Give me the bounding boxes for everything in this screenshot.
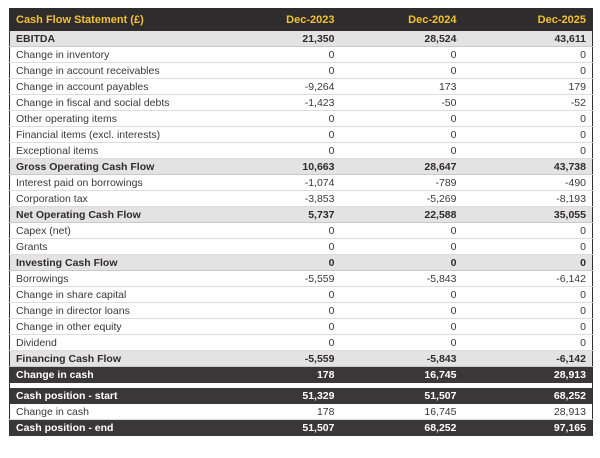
row-value: 0	[341, 47, 463, 63]
row-value: 68,252	[341, 420, 463, 436]
row-label: Corporation tax	[10, 191, 226, 207]
row-value: 0	[226, 303, 341, 319]
row-value: 21,350	[226, 31, 341, 47]
row-value: -1,074	[226, 175, 341, 191]
row-value: 0	[341, 335, 463, 351]
row-value: 43,611	[463, 31, 593, 47]
row-value: 0	[341, 223, 463, 239]
row-value: -6,142	[463, 351, 593, 367]
row-label: Other operating items	[10, 111, 226, 127]
column-header-dec-2025: Dec-2025	[463, 8, 593, 31]
table-row	[10, 404, 593, 420]
row-value: 0	[226, 255, 341, 271]
row-value: 0	[463, 319, 593, 335]
row-label: Net Operating Cash Flow	[10, 207, 226, 223]
row-value: 0	[463, 239, 593, 255]
row-value: 28,913	[463, 367, 593, 383]
row-value: 0	[463, 223, 593, 239]
table-row	[10, 127, 593, 143]
row-value: 0	[226, 287, 341, 303]
table-row	[10, 303, 593, 319]
row-value: 0	[463, 287, 593, 303]
row-value: -5,843	[341, 351, 463, 367]
row-value: 10,663	[226, 159, 341, 175]
row-value: 0	[341, 143, 463, 159]
row-value: -5,559	[226, 271, 341, 287]
table-row	[10, 111, 593, 127]
row-label: Change in other equity	[10, 319, 226, 335]
row-value: 0	[341, 239, 463, 255]
row-value: -6,142	[463, 271, 593, 287]
row-value: 178	[226, 367, 341, 383]
row-label: Change in share capital	[10, 287, 226, 303]
row-label: Change in account receivables	[10, 63, 226, 79]
row-value: 28,524	[341, 31, 463, 47]
row-label: Change in cash	[10, 404, 226, 420]
row-value: 0	[463, 143, 593, 159]
row-value: 0	[341, 127, 463, 143]
row-value: 0	[463, 303, 593, 319]
row-value: -5,843	[341, 271, 463, 287]
row-value: -1,423	[226, 95, 341, 111]
row-value: 5,737	[226, 207, 341, 223]
row-value: 0	[341, 63, 463, 79]
row-value: -9,264	[226, 79, 341, 95]
row-value: 51,507	[226, 420, 341, 436]
row-label: Change in director loans	[10, 303, 226, 319]
row-value: 178	[226, 404, 341, 420]
table-row	[10, 143, 593, 159]
table-row	[10, 63, 593, 79]
row-value: 0	[463, 127, 593, 143]
table-row	[10, 255, 593, 271]
table-title: Cash Flow Statement (£)	[10, 8, 226, 31]
column-header-dec-2024: Dec-2024	[341, 8, 463, 31]
row-value: 0	[463, 335, 593, 351]
table-row	[10, 420, 593, 436]
table-row	[10, 351, 593, 367]
row-value: -50	[341, 95, 463, 111]
table-row	[10, 207, 593, 223]
row-value: -3,853	[226, 191, 341, 207]
row-label: Gross Operating Cash Flow	[10, 159, 226, 175]
row-value: 68,252	[463, 388, 593, 404]
row-value: 0	[226, 223, 341, 239]
table-row	[10, 287, 593, 303]
row-value: 179	[463, 79, 593, 95]
row-value: 0	[463, 63, 593, 79]
table-row	[10, 159, 593, 175]
row-label: Change in cash	[10, 367, 226, 383]
row-label: Investing Cash Flow	[10, 255, 226, 271]
row-value: 0	[226, 63, 341, 79]
row-value: 51,507	[341, 388, 463, 404]
row-value: 28,913	[463, 404, 593, 420]
row-value: 0	[341, 255, 463, 271]
row-label: Interest paid on borrowings	[10, 175, 226, 191]
row-label: Cash position - start	[10, 388, 226, 404]
row-label: Financial items (excl. interests)	[10, 127, 226, 143]
row-label: Change in account payables	[10, 79, 226, 95]
table-row	[10, 388, 593, 404]
row-value: 16,745	[341, 404, 463, 420]
row-value: 0	[341, 111, 463, 127]
row-label: Financing Cash Flow	[10, 351, 226, 367]
row-value: 0	[226, 239, 341, 255]
cash-flow-statement-table	[9, 8, 593, 436]
table-row	[10, 95, 593, 111]
table-row	[10, 47, 593, 63]
row-value: 0	[463, 255, 593, 271]
row-value: -8,193	[463, 191, 593, 207]
row-value: 173	[341, 79, 463, 95]
row-value: 28,647	[341, 159, 463, 175]
row-value: 43,738	[463, 159, 593, 175]
row-label: Change in inventory	[10, 47, 226, 63]
table-row	[10, 239, 593, 255]
row-value: 51,329	[226, 388, 341, 404]
table-row	[10, 271, 593, 287]
row-value: -5,559	[226, 351, 341, 367]
row-value: 0	[226, 335, 341, 351]
row-value: 0	[226, 127, 341, 143]
row-value: 0	[226, 47, 341, 63]
row-value: 22,588	[341, 207, 463, 223]
table-row	[10, 31, 593, 47]
row-value: -490	[463, 175, 593, 191]
row-value: 0	[226, 143, 341, 159]
row-label: Borrowings	[10, 271, 226, 287]
table-header-row	[10, 8, 593, 31]
row-label: Grants	[10, 239, 226, 255]
row-label: EBITDA	[10, 31, 226, 47]
row-label: Change in fiscal and social debts	[10, 95, 226, 111]
row-value: 0	[341, 287, 463, 303]
table-row	[10, 367, 593, 383]
table-row	[10, 191, 593, 207]
column-header-dec-2023: Dec-2023	[226, 8, 341, 31]
table-row	[10, 223, 593, 239]
row-value: -789	[341, 175, 463, 191]
row-value: 0	[226, 319, 341, 335]
row-value: 0	[226, 111, 341, 127]
table-row	[10, 335, 593, 351]
row-value: 97,165	[463, 420, 593, 436]
row-value: 0	[463, 47, 593, 63]
row-value: 0	[463, 111, 593, 127]
row-label: Capex (net)	[10, 223, 226, 239]
row-value: -52	[463, 95, 593, 111]
table-body	[10, 31, 593, 436]
table-row	[10, 79, 593, 95]
row-label: Cash position - end	[10, 420, 226, 436]
table-row	[10, 175, 593, 191]
row-value: -5,269	[341, 191, 463, 207]
row-value: 0	[341, 319, 463, 335]
row-value: 35,055	[463, 207, 593, 223]
row-label: Dividend	[10, 335, 226, 351]
row-value: 16,745	[341, 367, 463, 383]
row-value: 0	[341, 303, 463, 319]
table-row	[10, 319, 593, 335]
row-label: Exceptional items	[10, 143, 226, 159]
